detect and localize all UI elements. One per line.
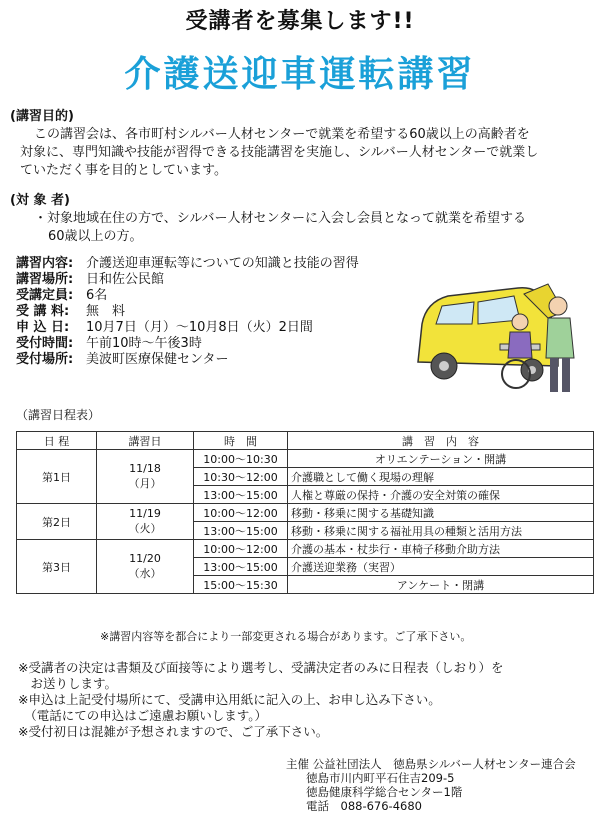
schedule-caption: （講習日程表） [16, 408, 101, 422]
car-wheelchair-illustration [408, 262, 594, 402]
schedule-footnote: ※講習内容等を都合により一部変更される場合があります。ご了承下さい。 [100, 630, 472, 643]
column-header: 時 間 [194, 432, 288, 450]
slot-time: 15:00～15:30 [194, 576, 288, 594]
slot-time: 10:00～12:00 [194, 504, 288, 522]
slot-time: 13:00～15:00 [194, 522, 288, 540]
note-line: ※受付初日は混雑が予想されますので、ご了承下さい。 [18, 724, 329, 739]
schedule-table [16, 431, 594, 594]
day-date: 11/18 （月） [97, 450, 194, 504]
column-header: 日 程 [17, 432, 97, 450]
day-label: 第1日 [17, 450, 97, 504]
slot-content: 移動・移乗に関する基礎知識 [288, 504, 594, 522]
purpose-line: この講習会は、各市町村シルバー人材センターで就業を希望する60歳以上の高齢者を [34, 127, 530, 142]
organizer-block [286, 757, 596, 813]
column-header: 講 習 内 容 [288, 432, 594, 450]
organizer-address1: 徳島市川内町平石住吉209-5 [306, 771, 455, 785]
note-line: （電話にての申込はご遠慮お願いします。） [18, 708, 268, 723]
slot-content: 介護送迎業務（実習） [288, 558, 594, 576]
note-line: お送りします。 [18, 676, 118, 691]
detail-place: 講習場所: 日和佐公民館 [16, 272, 165, 287]
headline: 受講者を募集します!! [185, 9, 415, 34]
notes-section [18, 660, 593, 740]
purpose-label: (講習目的) [10, 109, 74, 124]
slot-content: 移動・移乗に関する福祉用具の種類と活用方法 [288, 522, 594, 540]
day-date: 11/20 （水） [97, 540, 194, 594]
page-title: 介護送迎車運転講習 [124, 54, 476, 95]
column-header: 講習日 [97, 432, 194, 450]
organizer-phone: 電話 088-676-4680 [306, 799, 422, 813]
purpose-line: ていただく事を目的としています。 [20, 163, 227, 178]
target-line: 60歳以上の方。 [48, 229, 143, 244]
organizer-name: 公益社団法人 徳島県シルバー人材センター連合会 [312, 757, 576, 771]
slot-time: 10:30～12:00 [194, 468, 288, 486]
target-line: ・対象地域在住の方で、シルバー人材センターに入会し会員となって就業を希望する [34, 211, 526, 226]
slot-content: 介護職として働く現場の理解 [288, 468, 594, 486]
day-date: 11/19 （火） [97, 504, 194, 540]
organizer-address2: 徳島健康科学総合センター1階 [306, 785, 463, 799]
day-label: 第2日 [17, 504, 97, 540]
detail-hours: 受付時間: 午前10時～午後3時 [16, 336, 202, 351]
table-row [17, 450, 594, 468]
detail-capacity: 受講定員: 6名 [16, 288, 108, 303]
table-row [17, 504, 594, 522]
detail-reception: 受付場所: 美波町医療保健センター [16, 352, 229, 367]
organizer-label: 主催 [286, 757, 309, 771]
note-line: ※受講者の決定は書類及び面接等により選考し、受講決定者のみに日程表（しおり）を [18, 660, 504, 675]
detail-fee: 受 講 料: 無 料 [16, 304, 126, 319]
table-row [17, 540, 594, 558]
target-label: (対 象 者) [10, 193, 70, 208]
purpose-section [10, 108, 595, 180]
details-list [16, 256, 406, 368]
detail-apply-date: 申 込 日: 10月7日（月）～10月8日（火）2日間 [16, 320, 313, 335]
target-section [10, 192, 595, 246]
slot-time: 13:00～15:00 [194, 558, 288, 576]
purpose-line: 対象に、専門知識や技能が習得できる技能講習を実施し、シルバー人材センターで就業し [20, 145, 539, 160]
table-header-row [17, 432, 594, 450]
day-label: 第3日 [17, 540, 97, 594]
slot-content: アンケート・閉講 [288, 576, 594, 594]
slot-time: 10:00～12:00 [194, 540, 288, 558]
note-line: ※申込は上記受付場所にて、受講申込用紙に記入の上、お申し込み下さい。 [18, 692, 441, 707]
slot-content: オリエンテーション・開講 [288, 450, 594, 468]
slot-time: 10:00～10:30 [194, 450, 288, 468]
detail-content: 講習内容: 介護送迎車運転等についての知識と技能の習得 [16, 256, 359, 271]
slot-time: 13:00～15:00 [194, 486, 288, 504]
slot-content: 介護の基本・杖歩行・車椅子移動介助方法 [288, 540, 594, 558]
slot-content: 人権と尊厳の保持・介護の安全対策の確保 [288, 486, 594, 504]
